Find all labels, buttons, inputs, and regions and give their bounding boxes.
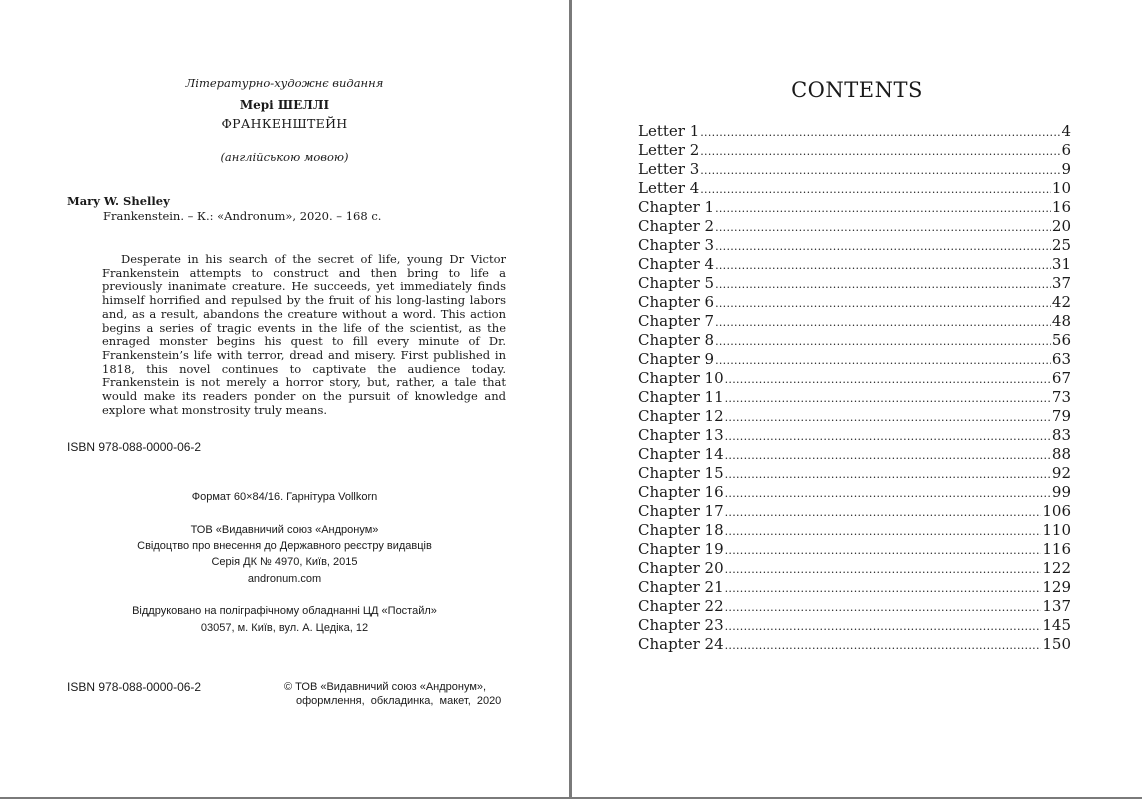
toc-entry-page-number: 42: [1051, 293, 1071, 311]
toc-entry-label: Chapter 21: [638, 578, 724, 596]
toc-entry-label: Chapter 7: [638, 312, 715, 330]
toc-entry-label: Chapter 23: [638, 616, 724, 634]
toc-entry-page-number: 116: [1042, 540, 1071, 558]
toc-entry-page-number: 37: [1051, 274, 1071, 292]
toc-entry[interactable]: [638, 141, 1071, 160]
toc-leader-dots: [700, 142, 1060, 161]
toc-leader-dots: [715, 237, 1051, 256]
publisher-certificate: Свідоцтво про внесення до Державного реєстру видавців: [137, 540, 432, 552]
toc-entry-label: Chapter 13: [638, 426, 724, 444]
toc-entry-page-number: 48: [1051, 312, 1071, 330]
toc-entry-label: Chapter 22: [638, 597, 724, 615]
toc-entry-page-number: 145: [1042, 616, 1071, 634]
toc-entry[interactable]: [638, 426, 1071, 445]
toc-entry[interactable]: [638, 616, 1071, 635]
isbn: ISBN 978-088-0000-06-2: [67, 440, 202, 454]
toc-leader-dots: [715, 294, 1051, 313]
toc-entry-label: Letter 1: [638, 122, 700, 140]
toc-entry[interactable]: [638, 578, 1071, 597]
toc-entry-page-number: 31: [1051, 255, 1071, 273]
toc-leader-dots: [715, 199, 1051, 218]
toc-entry-page-number: 110: [1042, 521, 1071, 539]
toc-entry-page-number: 20: [1051, 217, 1071, 235]
toc-leader-dots: [725, 579, 1042, 598]
annotation-paragraph: Desperate in his search of the secret of life, young Dr Victor Frankenstein attempts to construct and then bring to life a previously inanimate creature. He succeeds, yet immediately finds himself horrified and repulsed by the fruit of his long-lasting labors and, as a result, abandons the creature without a word. This action begins a series of tragic events in the life of the scientist, as the enraged monster begins his quest to fill every minute of Dr. Frankenstein’s life with terror, dread and misery. First published in 1818, this novel continues to captivate the audience today. Frankenstein is not merely a horror story, but, rather, a tale that would make its readers ponder on the pursuit of knowledge and explore what monstrosity truly means.: [102, 252, 506, 417]
toc-entry[interactable]: [638, 331, 1071, 350]
toc-entry-label: Chapter 5: [638, 274, 715, 292]
toc-entry-label: Chapter 10: [638, 369, 724, 387]
toc-entry[interactable]: [638, 407, 1071, 426]
toc-leader-dots: [715, 351, 1051, 370]
toc-entry-page-number: 92: [1051, 464, 1071, 482]
contents-title: CONTENTS: [791, 78, 923, 102]
toc-leader-dots: [725, 617, 1042, 636]
toc-entry-label: Chapter 18: [638, 521, 724, 539]
toc-entry-label: Chapter 14: [638, 445, 724, 463]
toc-leader-dots: [725, 503, 1042, 522]
copyright-line-1: © ТОВ «Видавничий союз «Андронум»,: [284, 681, 487, 693]
toc-leader-dots: [725, 522, 1042, 541]
toc-leader-dots: [725, 484, 1051, 503]
toc-entry-label: Chapter 16: [638, 483, 724, 501]
toc-entry[interactable]: [638, 160, 1071, 179]
toc-leader-dots: [700, 123, 1060, 142]
author-ukrainian: Мері ШЕЛЛІ: [239, 98, 330, 112]
toc-entry-label: Chapter 2: [638, 217, 715, 235]
imprint-kind: Літературно-художнє видання: [185, 76, 384, 90]
toc-entry-page-number: 122: [1042, 559, 1071, 577]
toc-entry-page-number: 73: [1051, 388, 1071, 406]
toc-entry-label: Chapter 8: [638, 331, 715, 349]
toc-entry-label: Chapter 15: [638, 464, 724, 482]
toc-entry-label: Letter 4: [638, 179, 700, 197]
toc-leader-dots: [715, 313, 1051, 332]
toc-leader-dots: [725, 598, 1042, 617]
toc-entry[interactable]: [638, 502, 1071, 521]
toc-leader-dots: [715, 218, 1051, 237]
toc-entry-label: Letter 2: [638, 141, 700, 159]
toc-entry[interactable]: [638, 635, 1071, 654]
toc-entry[interactable]: [638, 559, 1071, 578]
toc-entry[interactable]: [638, 540, 1071, 559]
toc-entry[interactable]: [638, 274, 1071, 293]
right-page-contents: [572, 0, 1142, 797]
toc-entry[interactable]: [638, 483, 1071, 502]
toc-entry-label: Chapter 24: [638, 635, 724, 653]
printer-address: 03057, м. Київ, вул. А. Цедіка, 12: [200, 622, 369, 634]
toc-entry-label: Chapter 12: [638, 407, 724, 425]
toc-entry-label: Letter 3: [638, 160, 700, 178]
publisher-name: ТОВ «Видавничий союз «Андронум»: [190, 524, 379, 536]
toc-leader-dots: [725, 446, 1051, 465]
toc-entry-page-number: 67: [1051, 369, 1071, 387]
toc-entry-page-number: 99: [1051, 483, 1071, 501]
toc-entry[interactable]: [638, 122, 1071, 141]
toc-entry-page-number: 16: [1051, 198, 1071, 216]
toc-entry-page-number: 106: [1042, 502, 1071, 520]
toc-entry-page-number: 10: [1051, 179, 1071, 197]
toc-entry-page-number: 6: [1061, 141, 1071, 159]
toc-leader-dots: [715, 332, 1051, 351]
toc-entry[interactable]: [638, 236, 1071, 255]
toc-entry-label: Chapter 11: [638, 388, 724, 406]
table-of-contents: [638, 122, 1071, 654]
toc-entry-page-number: 9: [1061, 160, 1071, 178]
toc-entry-label: Chapter 3: [638, 236, 715, 254]
bibliographic-entry: Frankenstein. – К.: «Andronum», 2020. – 168 с.: [103, 209, 382, 223]
toc-leader-dots: [725, 427, 1051, 446]
toc-entry-page-number: 25: [1051, 236, 1071, 254]
toc-entry-label: Chapter 9: [638, 350, 715, 368]
toc-entry[interactable]: [638, 369, 1071, 388]
toc-entry[interactable]: [638, 198, 1071, 217]
toc-entry-page-number: 129: [1042, 578, 1071, 596]
toc-entry-page-number: 150: [1042, 635, 1071, 653]
toc-entry-page-number: 79: [1051, 407, 1071, 425]
toc-entry-page-number: 63: [1051, 350, 1071, 368]
toc-leader-dots: [715, 256, 1051, 275]
publisher-series: Серія ДК № 4970, Київ, 2015: [211, 556, 358, 568]
toc-leader-dots: [725, 636, 1042, 655]
toc-leader-dots: [725, 465, 1051, 484]
publisher-website: andronum.com: [247, 573, 322, 585]
toc-entry[interactable]: [638, 388, 1071, 407]
toc-entry-page-number: 4: [1061, 122, 1071, 140]
toc-entry-page-number: 137: [1042, 597, 1071, 615]
toc-entry[interactable]: [638, 217, 1071, 236]
isbn-bottom: ISBN 978-088-0000-06-2: [67, 680, 202, 694]
toc-leader-dots: [725, 541, 1042, 560]
toc-entry[interactable]: [638, 350, 1071, 369]
language-note: (англійською мовою): [220, 150, 349, 164]
toc-entry-label: Chapter 19: [638, 540, 724, 558]
left-page-imprint: [0, 0, 569, 797]
title-ukrainian: ФРАНКЕНШТЕЙН: [221, 116, 348, 131]
format-info: Формат 60×84/16. Гарнітура Vollkorn: [191, 491, 378, 503]
toc-entry[interactable]: [638, 255, 1071, 274]
toc-entry-label: Chapter 17: [638, 502, 724, 520]
toc-entry-page-number: 56: [1051, 331, 1071, 349]
toc-leader-dots: [700, 161, 1060, 180]
toc-entry-label: Chapter 1: [638, 198, 715, 216]
toc-entry[interactable]: [638, 521, 1071, 540]
toc-leader-dots: [715, 275, 1051, 294]
toc-entry[interactable]: [638, 312, 1071, 331]
toc-leader-dots: [700, 180, 1051, 199]
toc-leader-dots: [725, 560, 1042, 579]
toc-leader-dots: [725, 408, 1051, 427]
toc-leader-dots: [725, 389, 1051, 408]
toc-entry[interactable]: [638, 179, 1071, 198]
toc-entry[interactable]: [638, 464, 1071, 483]
toc-entry-label: Chapter 6: [638, 293, 715, 311]
toc-entry-label: Chapter 4: [638, 255, 715, 273]
toc-entry[interactable]: [638, 293, 1071, 312]
toc-entry-label: Chapter 20: [638, 559, 724, 577]
toc-entry-page-number: 83: [1051, 426, 1071, 444]
toc-entry-page-number: 88: [1051, 445, 1071, 463]
printer-info: Віддруковано на поліграфічному обладнанні ЦД «Постайл»: [132, 605, 437, 617]
toc-entry[interactable]: [638, 597, 1071, 616]
copyright-line-2: оформлення, обкладинка, макет, 2020: [296, 695, 502, 707]
toc-entry[interactable]: [638, 445, 1071, 464]
toc-leader-dots: [725, 370, 1051, 389]
author-english: Mary W. Shelley: [67, 194, 170, 208]
